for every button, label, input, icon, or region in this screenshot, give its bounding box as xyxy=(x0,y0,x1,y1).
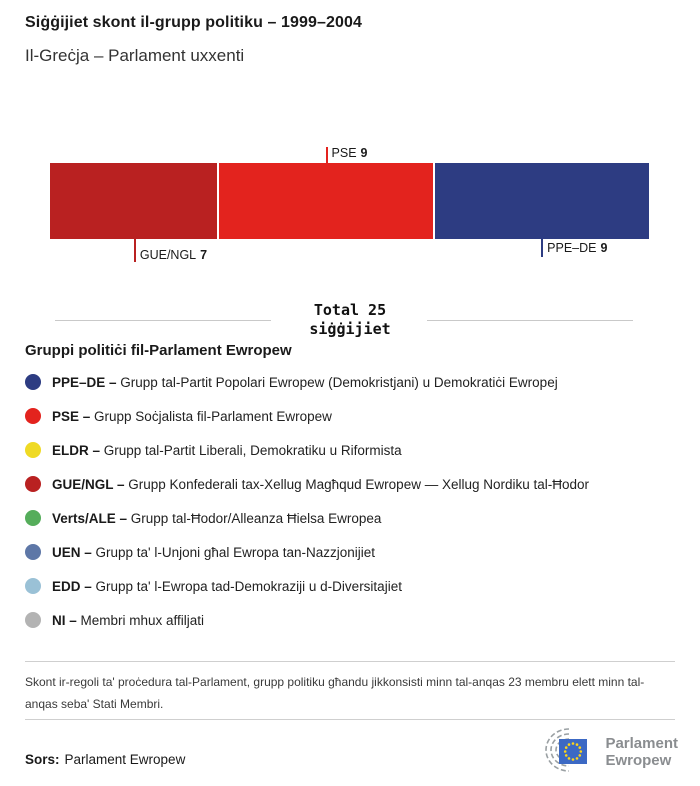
legend-item-desc: Grupp Soċjalista fil-Parlament Ewropew xyxy=(94,408,332,424)
legend-item-pse xyxy=(25,399,675,433)
legend-item-abbr: PPE–DE – xyxy=(52,374,121,390)
legend-color-dot xyxy=(25,408,41,424)
group-seats: 9 xyxy=(360,146,368,160)
legend-item-abbr: NI – xyxy=(52,612,81,628)
legend-color-dot xyxy=(25,374,41,390)
legend-list xyxy=(25,365,675,637)
legend-item-abbr: Verts/ALE – xyxy=(52,510,131,526)
legend-item-abbr: ELDR – xyxy=(52,442,104,458)
legend-item-abbr: PSE – xyxy=(52,408,95,424)
legend-color-dot xyxy=(25,578,41,594)
ep-logo-line1: Parlament xyxy=(605,735,678,752)
legend-item-text xyxy=(52,511,381,526)
legend-item-desc: Grupp tal-Partit Liberali, Demokratiku u Riformista xyxy=(103,442,402,458)
legend-item-gue-ngl xyxy=(25,467,675,501)
legend-item-text xyxy=(52,613,204,628)
seat-bar-labels xyxy=(50,0,649,300)
bar-segment-ppe-de xyxy=(433,163,649,239)
seat-bar xyxy=(50,163,649,239)
legend-item-abbr: GUE/NGL – xyxy=(52,476,129,492)
divider-line-right xyxy=(427,320,633,321)
source-line xyxy=(25,752,185,767)
legend-color-dot xyxy=(25,510,41,526)
legend-item-verts-ale xyxy=(25,501,675,535)
legend-item-text xyxy=(52,443,402,458)
legend-item-desc: Grupp ta' l-Unjoni għal Ewropa tan-Nazzjonijiet xyxy=(95,544,375,560)
legend-item-uen xyxy=(25,535,675,569)
group-name: PPE–DE xyxy=(547,241,597,255)
legend-item-desc: Grupp Konfederali tax-Xellug Magħqud Ewropew — Xellug Nordiku tal-Ħodor xyxy=(128,476,590,492)
legend-item-text xyxy=(52,477,589,492)
page-title: Siġġijiet skont il-grupp politiku – 1999–2004 xyxy=(25,14,363,31)
total-seats-line1: Total 25 xyxy=(313,301,387,319)
legend-heading: Gruppi politiċi fil-Parlament Ewropew xyxy=(25,342,292,359)
legend-item-ppe-de xyxy=(25,365,675,399)
page-subtitle: Il-Greċja – Parlament uxxenti xyxy=(25,46,245,65)
legend-item-desc: Membri mhux affiljati xyxy=(80,612,205,628)
group-name: PSE xyxy=(331,146,357,160)
group-seats: 9 xyxy=(600,241,608,255)
legend-item-ni xyxy=(25,603,675,637)
bar-segment-gue-ngl xyxy=(50,163,217,239)
source-label: Sors: xyxy=(25,752,60,767)
legend-color-dot xyxy=(25,544,41,560)
callout-tick xyxy=(541,239,543,257)
legend-item-edd xyxy=(25,569,675,603)
legend-item-desc: Grupp tal-Ħodor/Alleanza Ħielsa Ewropea xyxy=(130,510,382,526)
legend-item-abbr: UEN – xyxy=(52,544,96,560)
legend-item-desc: Grupp ta' l-Ewropa tad-Demokraziji u d-Diversitajiet xyxy=(95,578,402,594)
ep-logo-text xyxy=(605,735,678,769)
ep-hemicycle-icon xyxy=(523,726,599,778)
ep-logo-line2: Ewropew xyxy=(605,752,672,769)
source-value: Parlament Ewropew xyxy=(64,752,186,767)
footnote-divider-top xyxy=(25,661,675,662)
legend-color-dot xyxy=(25,612,41,628)
bar-segment-pse xyxy=(217,163,433,239)
european-parliament-logo xyxy=(523,726,678,778)
legend-color-dot xyxy=(25,476,41,492)
callout-tick xyxy=(134,239,136,262)
legend-item-text xyxy=(52,579,402,594)
legend-item-eldr xyxy=(25,433,675,467)
legend-item-desc: Grupp tal-Partit Popolari Ewropew (Demokristjani) u Demokratiċi Ewropej xyxy=(120,374,558,390)
seat-chart xyxy=(0,0,700,300)
total-seats-line2: siġġijiet xyxy=(309,320,391,338)
callout-tick xyxy=(326,147,328,163)
legend-color-dot xyxy=(25,442,41,458)
group-name: GUE/NGL xyxy=(139,248,197,262)
legend-item-text xyxy=(52,375,558,390)
group-seats: 7 xyxy=(200,248,208,262)
legend-item-abbr: EDD – xyxy=(52,578,96,594)
footnote: Skont ir-regoli ta' proċedura tal-Parlament, grupp politiku għandu jikkonsisti minn tal-anqas 23 membru elett minn tal-anqas seba' Stati Membri. xyxy=(25,675,645,711)
footnote-divider-bottom xyxy=(25,719,675,720)
legend-item-text xyxy=(52,545,375,560)
legend-item-text xyxy=(52,409,332,424)
divider-line-left xyxy=(55,320,271,321)
